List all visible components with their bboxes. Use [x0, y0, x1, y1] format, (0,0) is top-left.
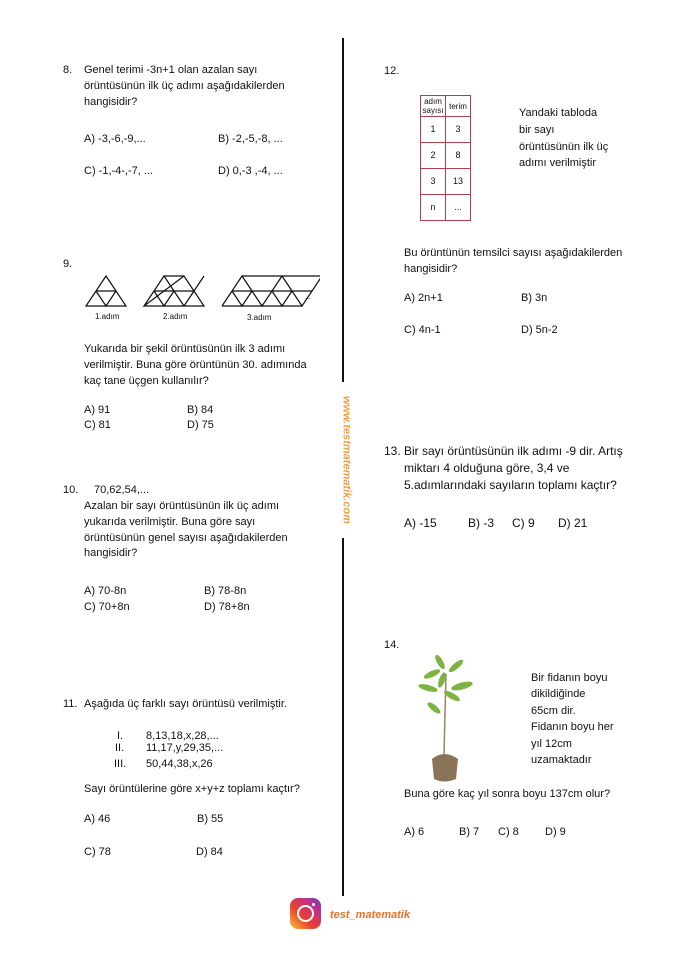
table-header: adım sayısı	[421, 96, 446, 117]
question-number: 12.	[384, 65, 400, 77]
question-number: 10.	[63, 484, 79, 496]
option-b[interactable]: B) 3n	[521, 292, 548, 304]
option-b[interactable]: B) -3	[468, 516, 495, 530]
question-text: Yukarıda bir şekil örüntüsünün ilk 3 adımı	[84, 343, 286, 355]
question-number: 13.	[384, 444, 401, 458]
side-text: örüntüsünün ilk üç	[519, 141, 609, 153]
row-sequence: 8,13,18,x,28,...	[146, 730, 219, 742]
side-text: yıl 12cm	[531, 738, 572, 750]
sequence: 70,62,54,...	[94, 484, 150, 496]
sapling-image	[412, 654, 478, 784]
table-cell: 1	[421, 117, 446, 143]
watermark-text: www.testmatematik.com	[340, 396, 353, 524]
side-text: 65cm dir.	[531, 705, 576, 717]
row-numeral: III.	[114, 758, 127, 770]
row-sequence: 50,44,38,x,26	[146, 758, 213, 770]
table-cell: 8	[446, 143, 471, 169]
watermark	[334, 388, 353, 533]
question-text: Buna göre kaç yıl sonra boyu 137cm olur?	[404, 788, 611, 800]
question-number: 11.	[63, 698, 78, 710]
row-numeral: II.	[115, 742, 125, 754]
option-b[interactable]: B) 55	[197, 813, 224, 825]
option-d[interactable]: D) 78+8n	[204, 601, 250, 613]
table-cell: 3	[446, 117, 471, 143]
row-sequence: 11,17,y,29,35,...	[146, 742, 224, 754]
ellipsis: ...	[305, 294, 311, 301]
table-cell: n	[421, 195, 446, 221]
column-divider-top	[342, 38, 344, 382]
step-1-figure	[86, 276, 126, 306]
question-text: miktarı 4 olduğuna göre, 3,4 ve	[404, 461, 570, 475]
question-number: 8.	[63, 64, 73, 76]
side-text: Yandaki tabloda	[519, 107, 598, 119]
question-number: 9.	[63, 258, 73, 270]
side-text: adımı verilmiştir	[519, 157, 597, 169]
option-a[interactable]: A) 2n+1	[404, 292, 443, 304]
column-divider-bottom	[342, 538, 344, 896]
side-text: dikildiğinde	[531, 688, 586, 700]
question-text: Genel terimi -3n+1 olan azalan sayı	[84, 64, 258, 76]
option-b[interactable]: B) 84	[187, 404, 214, 416]
question-text: Sayı örüntülerine göre x+y+z toplamı kaçtır?	[84, 783, 300, 795]
step-label: 1.adım	[95, 312, 120, 321]
option-d[interactable]: D) 0,-3 ,-4, ...	[218, 165, 283, 177]
pattern-table	[420, 95, 471, 221]
step-label: 2.adım	[163, 312, 188, 321]
option-b[interactable]: B) 78-8n	[204, 585, 247, 597]
option-d[interactable]: D) 5n-2	[521, 324, 558, 336]
table-cell: 13	[446, 169, 471, 195]
option-c[interactable]: C) 8	[498, 826, 519, 838]
option-c[interactable]: C) 4n-1	[404, 324, 441, 336]
option-a[interactable]: A) 91	[84, 404, 111, 416]
table-cell: 3	[421, 169, 446, 195]
side-text: Fidanın boyu her	[531, 721, 614, 733]
question-text: verilmiştir. Buna göre örüntünün 30. adımında	[84, 359, 307, 371]
option-c[interactable]: C) 9	[512, 516, 535, 530]
instagram-icon	[290, 898, 321, 929]
step-2-figure	[144, 276, 204, 306]
option-c[interactable]: C) 78	[84, 846, 111, 858]
question-text: hangisidir?	[84, 547, 138, 559]
side-text: bir sayı	[519, 124, 555, 136]
question-text: hangisidir?	[84, 96, 138, 108]
option-a[interactable]: A) -15	[404, 516, 437, 530]
question-text: Azalan bir sayı örüntüsünün ilk üç adımı	[84, 500, 280, 512]
question-text: hangisidir?	[404, 263, 458, 275]
question-number: 14.	[384, 639, 400, 651]
option-a[interactable]: A) 46	[84, 813, 111, 825]
option-d[interactable]: D) 75	[187, 419, 214, 431]
option-d[interactable]: D) 84	[196, 846, 223, 858]
option-c[interactable]: C) -1,-4-,-7, ...	[84, 165, 154, 177]
question-text: kaç tane üçgen kullanılır?	[84, 375, 209, 387]
side-text: Bir fidanın boyu	[531, 672, 608, 684]
question-text: örüntüsünün genel sayısı aşağıdakilerden	[84, 532, 288, 544]
option-a[interactable]: A) 70-8n	[84, 585, 127, 597]
step-label: 3.adım	[247, 313, 272, 322]
option-b[interactable]: B) 7	[459, 826, 480, 838]
question-text: Bir sayı örüntüsünün ilk adımı -9 dir. Artış	[404, 444, 623, 458]
instagram-handle[interactable]: test_matematik	[330, 909, 411, 921]
option-a[interactable]: A) 6	[404, 826, 425, 838]
option-d[interactable]: D) 21	[558, 516, 588, 530]
question-text: Bu örüntünün temsilci sayısı aşağıdakilerden	[404, 247, 623, 259]
option-c[interactable]: C) 70+8n	[84, 601, 130, 613]
table-header: terim	[446, 96, 471, 117]
table-cell: ...	[446, 195, 471, 221]
question-text: yukarıda verilmiştir. Buna göre sayı	[84, 516, 256, 528]
row-numeral: I.	[117, 730, 124, 742]
side-text: uzamaktadır	[531, 754, 592, 766]
table-cell: 2	[421, 143, 446, 169]
question-text: örüntüsünün ilk üç adımı aşağıdakilerden	[84, 80, 285, 92]
option-a[interactable]: A) -3,-6,-9,...	[84, 133, 146, 145]
option-c[interactable]: C) 81	[84, 419, 111, 431]
triangle-pattern-figure	[80, 274, 320, 310]
option-d[interactable]: D) 9	[545, 826, 566, 838]
question-text: 5.adımlarındaki sayıların toplamı kaçtır?	[404, 478, 617, 492]
option-b[interactable]: B) -2,-5,-8, ...	[218, 133, 283, 145]
question-text: Aşağıda üç farklı sayı örüntüsü verilmiştir.	[84, 698, 287, 710]
